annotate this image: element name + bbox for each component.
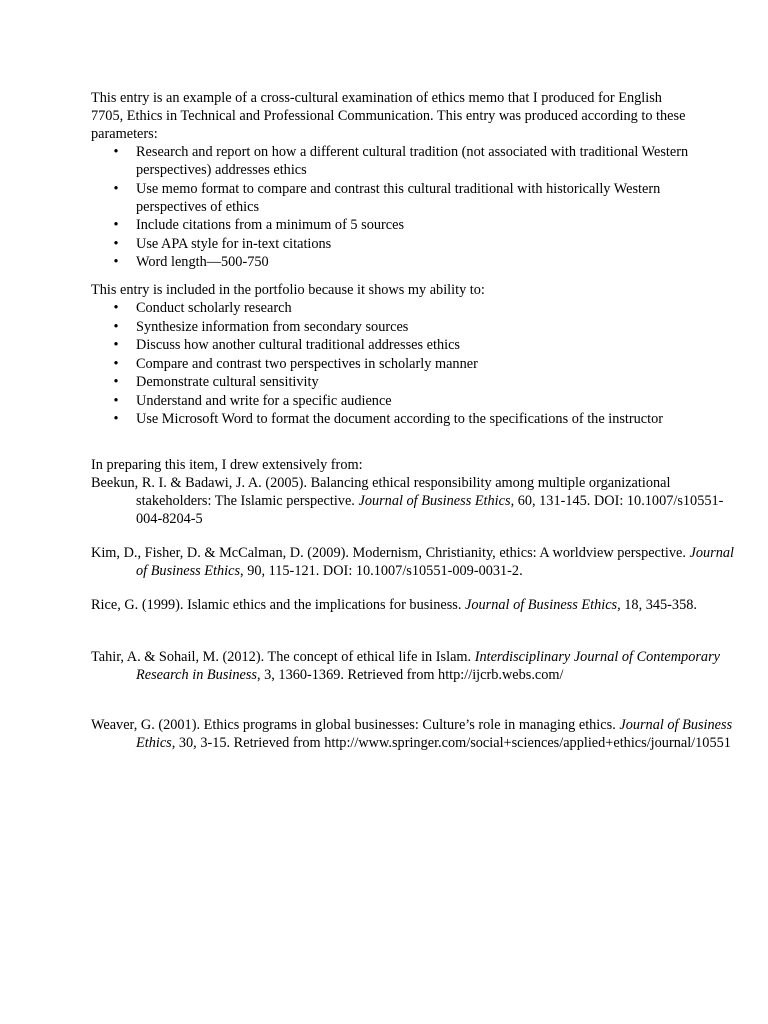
bullet-icon: •	[113, 355, 119, 372]
reference-entry: Kim, D., Fisher, D. & McCalman, D. (2009). Modernism, Christianity, ethics: A worldview perspective. Journal of Business Ethics, 90, 115-121. DOI: 10.1007/s10551-009-0031-2.	[91, 545, 734, 579]
bullet-icon: •	[113, 254, 119, 270]
list-item: • Use memo format to compare and contrast this cultural traditional with historically Western perspectives of ethics	[109, 180, 699, 216]
list-item: • Use APA style for in-text citations	[109, 235, 699, 253]
bullet-icon: •	[113, 144, 119, 160]
list-item: • Synthesize information from secondary sources	[109, 318, 699, 336]
references-lead: In preparing this item, I drew extensively from:	[91, 457, 363, 473]
intro-paragraph: This entry is an example of a cross-cultural examination of ethics memo that I produced for English 7705, Ethics in Technical and Professional Communication. This entry was produced according to these parameters:	[91, 90, 686, 142]
parameters-list	[109, 143, 699, 272]
bullet-icon: •	[113, 180, 119, 197]
bullet-icon: •	[113, 337, 119, 353]
list-item: • Use Microsoft Word to format the document according to the specifications of the instructor	[109, 410, 699, 428]
list-item: • Word length—500-750	[109, 253, 699, 271]
reference-entry: Beekun, R. I. & Badawi, J. A. (2005). Balancing ethical responsibility among multiple organizational stakeholders: The Islamic perspective. Journal of Business Ethics, 60, 131-145. DOI: 10.1007/s10551-004-8204-5	[91, 475, 724, 527]
list-item: • Discuss how another cultural traditional addresses ethics	[109, 336, 699, 354]
list-item: • Conduct scholarly research	[109, 299, 699, 317]
journal-title: Interdisciplinary Journal of Contemporary Research in Business	[136, 649, 720, 683]
journal-title: Journal of Business Ethics	[136, 545, 734, 579]
list-item: • Include citations from a minimum of 5 sources	[109, 216, 699, 234]
list-item: • Understand and write for a specific audience	[109, 392, 699, 410]
list-item: • Compare and contrast two perspectives in scholarly manner	[109, 355, 699, 373]
reference-entry: Weaver, G. (2001). Ethics programs in global businesses: Culture’s role in managing ethics. Journal of Business Ethics, 30, 3-15. Retrieved from http://www.springer.com/social+sciences/applied+ethics/journal/10551	[91, 717, 733, 751]
abilities-list	[109, 299, 699, 429]
bullet-icon: •	[113, 392, 119, 409]
journal-title: Journal of Business Ethics	[358, 493, 511, 509]
bullet-icon: •	[113, 235, 119, 252]
bullet-icon: •	[113, 217, 119, 233]
journal-title: Journal of Business Ethics,	[136, 717, 733, 751]
list-item: • Research and report on how a different cultural tradition (not associated with traditional Western perspectives) addresses ethics	[109, 143, 699, 179]
reference-entry: Tahir, A. & Sohail, M. (2012). The concept of ethical life in Islam. Interdisciplinary Journal of Contemporary Research in Business, 3, 1360-1369. Retrieved from http://ijcrb.webs.com/	[91, 649, 720, 683]
bullet-icon: •	[113, 411, 119, 427]
bullet-icon: •	[113, 318, 119, 335]
portfolio-paragraph: This entry is included in the portfolio because it shows my ability to:	[91, 282, 485, 298]
list-item: • Demonstrate cultural sensitivity	[109, 373, 699, 391]
reference-entry: Rice, G. (1999). Islamic ethics and the implications for business. Journal of Business Ethics, 18, 345-358.	[91, 597, 697, 613]
journal-title: Journal of Business Ethics,	[465, 597, 621, 613]
bullet-icon: •	[113, 300, 119, 316]
bullet-icon: •	[113, 374, 119, 390]
